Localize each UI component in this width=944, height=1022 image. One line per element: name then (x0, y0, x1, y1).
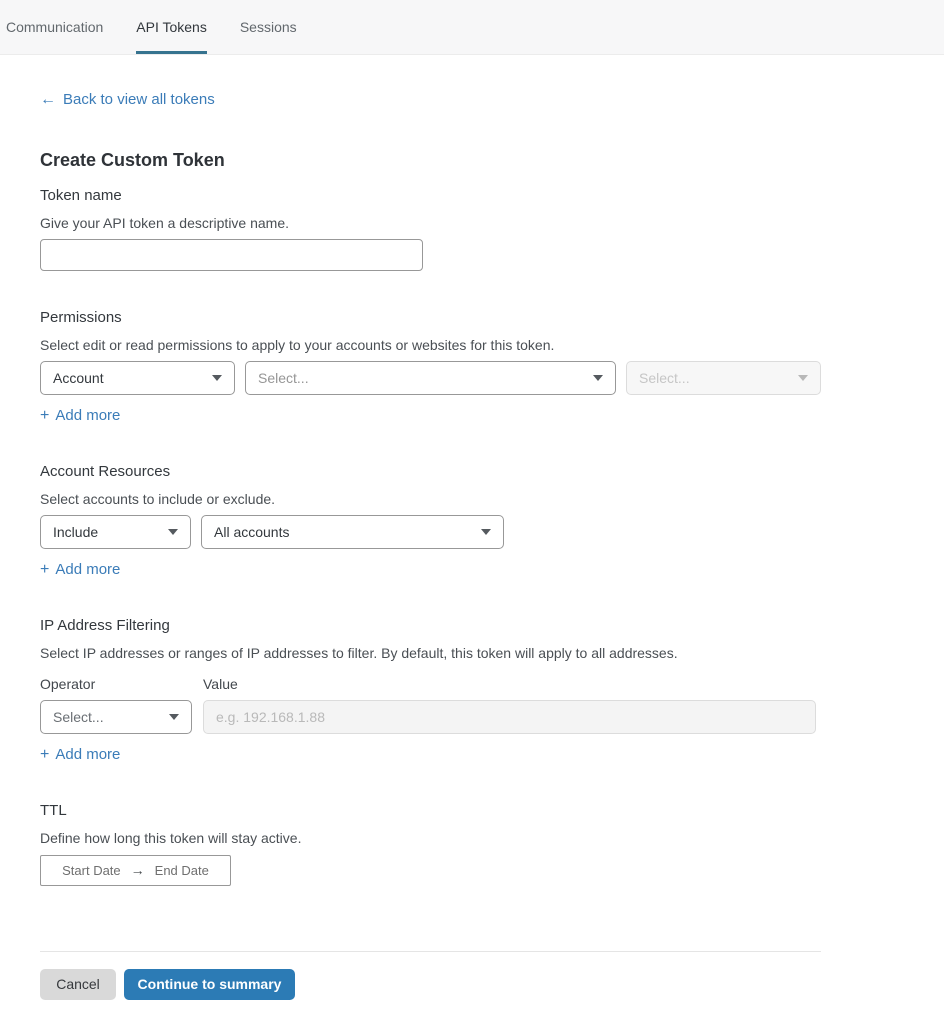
ttl-description: Define how long this token will stay active. (40, 829, 302, 846)
ttl-heading: TTL (40, 801, 67, 819)
ip-filtering-add-more-link[interactable] (40, 746, 120, 763)
ttl-section (40, 802, 861, 886)
continue-to-summary-button[interactable]: Continue to summary (124, 969, 295, 1000)
cancel-button[interactable]: Cancel (40, 969, 116, 1000)
permission-level-placeholder: Select... (639, 369, 690, 386)
account-resources-heading: Account Resources (40, 462, 171, 480)
token-name-input[interactable] (40, 239, 423, 271)
permissions-add-more-link[interactable] (40, 407, 120, 424)
permissions-description: Select edit or read permissions to apply to your accounts or websites for this token. (40, 336, 555, 353)
operator-label: Operator (40, 675, 96, 692)
chevron-down-icon (169, 714, 179, 720)
account-resources-add-more-link[interactable] (40, 561, 120, 578)
plus-icon: + (40, 745, 50, 763)
ttl-date-range-picker[interactable] (40, 855, 231, 886)
account-mode-dropdown[interactable] (40, 515, 191, 549)
account-resources-description: Select accounts to include or exclude. (40, 490, 276, 507)
account-select-dropdown[interactable] (201, 515, 504, 549)
add-more-label: Add more (55, 406, 121, 424)
token-name-heading: Token name (40, 186, 122, 204)
add-more-label: Add more (55, 560, 121, 578)
permissions-section (40, 309, 861, 425)
plus-icon: + (40, 406, 50, 424)
ip-operator-placeholder: Select... (53, 708, 104, 725)
footer-divider (40, 951, 821, 952)
footer-actions (40, 969, 861, 1000)
chevron-down-icon (212, 375, 222, 381)
start-date-placeholder: Start Date (62, 862, 121, 878)
ip-operator-dropdown[interactable] (40, 700, 192, 734)
plus-icon: + (40, 560, 50, 578)
end-date-placeholder: End Date (154, 862, 209, 878)
add-more-label: Add more (55, 745, 121, 763)
back-to-tokens-link[interactable] (40, 91, 215, 108)
permission-scope-value: Account (53, 369, 104, 386)
permission-level-dropdown (626, 361, 821, 395)
tab-bar (0, 0, 944, 55)
token-name-section (40, 187, 861, 271)
token-name-description: Give your API token a descriptive name. (40, 214, 290, 231)
arrow-right-icon: → (130, 862, 145, 878)
back-link-label: Back to view all tokens (63, 91, 215, 108)
chevron-down-icon (798, 375, 808, 381)
tab-sessions-label: Sessions (239, 19, 297, 35)
tab-sessions[interactable] (240, 0, 297, 54)
chevron-down-icon (481, 529, 491, 535)
chevron-down-icon (168, 529, 178, 535)
tab-api-tokens-label: API Tokens (136, 19, 207, 35)
main-content (0, 55, 861, 1000)
account-select-value: All accounts (214, 523, 290, 540)
page-title: Create Custom Token (40, 149, 225, 170)
ip-filtering-description: Select IP addresses or ranges of IP addresses to filter. By default, this token will apply to all addresses. (40, 644, 678, 661)
tab-api-tokens[interactable] (136, 0, 207, 54)
permission-group-placeholder: Select... (258, 369, 309, 386)
permission-group-dropdown[interactable] (245, 361, 616, 395)
chevron-down-icon (593, 375, 603, 381)
account-mode-value: Include (53, 523, 99, 540)
ip-value-input (203, 700, 816, 734)
tab-communication-label: Communication (6, 19, 104, 35)
permissions-heading: Permissions (40, 308, 122, 326)
tab-communication[interactable] (6, 0, 103, 54)
ip-filtering-section (40, 617, 861, 764)
back-arrow-icon: ← (40, 90, 56, 108)
value-label: Value (203, 675, 238, 692)
permission-scope-dropdown[interactable] (40, 361, 235, 395)
ip-filtering-heading: IP Address Filtering (40, 616, 170, 634)
account-resources-section (40, 463, 861, 579)
